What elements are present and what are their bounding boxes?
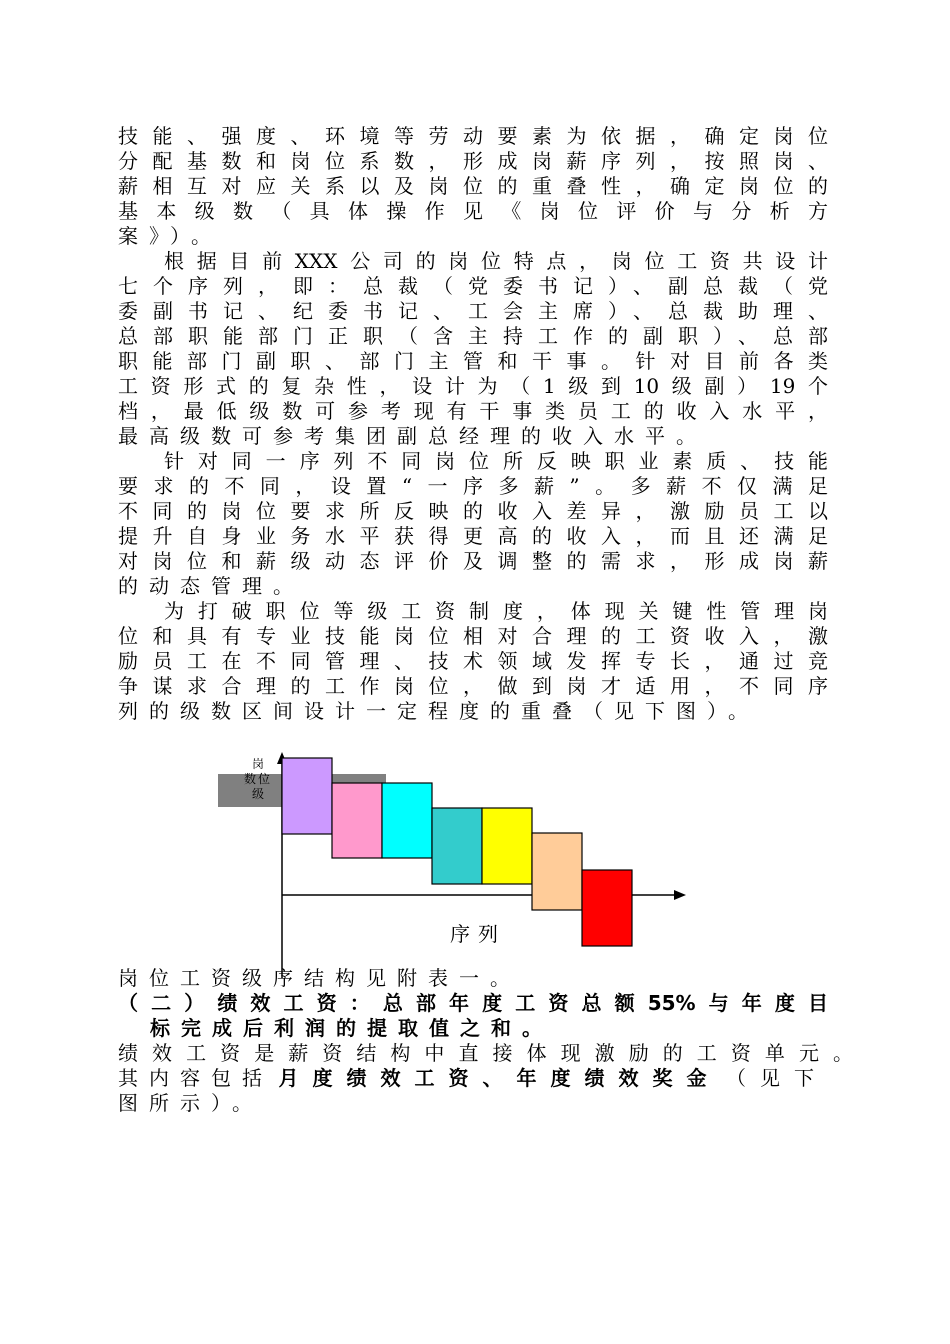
sequence-bar-6 — [532, 833, 582, 910]
performance-pay-line2-start: 其内容包括 — [118, 1066, 273, 1090]
paragraph-3-line-6: 的动态管理。 — [118, 574, 304, 598]
paragraph-4-line-1: 为打破职位等级工资制度，体现关键性管理岗 — [164, 599, 828, 623]
section-heading-line2: 标完成后利润的提取值之和。 — [150, 1016, 553, 1040]
paragraph-2-line-6: 工资形式的复杂性，设计为（1级到10级副）19个 — [118, 374, 828, 398]
paragraph-1-line-3: 薪相互对应关系以及岗位的重叠性，确定岗位的 — [118, 174, 828, 198]
paragraph-3-line-2: 要求的不同，设置“一序多薪”。多薪不仅满足 — [118, 474, 828, 498]
paragraph-3-line-3: 不同的岗位要求所反映的收入差异，激励员工以 — [118, 499, 828, 523]
y-axis-label-char-2: 数 — [243, 772, 257, 786]
sequence-bar-5 — [482, 808, 532, 884]
paragraph-3-line-4: 提升自身业务水平获得更高的收入，而且还满足 — [118, 524, 828, 548]
paragraph-1-line-4: 基本级数（具体操作见《岗位评价与分析方 — [118, 199, 828, 223]
paragraph-2-line-3: 委副书记、纪委书记、工会主席）、总裁助理、 — [118, 299, 828, 323]
body-text-bottom — [118, 966, 853, 1116]
body-text-top — [118, 124, 828, 724]
position-level-overlap-diagram — [210, 748, 700, 978]
paragraph-1-line-2: 分配基数和岗位系数，形成岗薪序列，按照岗、 — [118, 149, 828, 173]
sequence-bar-7 — [582, 870, 632, 946]
performance-pay-line2-end: （见下 — [726, 1066, 828, 1090]
paragraph-2-line-7: 档，最低级数可参考现有干事类员工的收入水平， — [118, 399, 828, 423]
paragraph-4-line-2: 位和具有专业技能岗位相对合理的工资收入，激 — [118, 624, 828, 648]
paragraph-1-line-5: 案》）。 — [118, 224, 222, 248]
paragraph-4-line-5: 列的级数区间设计一定程度的重叠（见下图）。 — [118, 699, 759, 723]
performance-pay-line1: 绩效工资是薪资结构中直接体现激励的工资单元。 — [118, 1041, 853, 1065]
paragraph-2-line-4: 总部职能部门正职（含主持工作的副职）、总部 — [118, 324, 828, 348]
sequence-bar-2 — [332, 783, 382, 858]
paragraph-2-line-1: 根据目前XXX公司的岗位特点，岗位工资共设计 — [164, 249, 828, 273]
paragraph-2-line-2: 七个序列，即：总裁（党委书记）、副总裁（党 — [118, 274, 828, 298]
y-axis-label-char-4: 级 — [251, 787, 265, 801]
paragraph-3-line-1: 针对同一序列不同岗位所反映职业素质、技能 — [164, 449, 828, 473]
y-axis-label-char-3: 位 — [257, 772, 271, 786]
appendix-reference-line: 岗位工资级序结构见附表一。 — [118, 966, 521, 990]
paragraph-2-line-8: 最高级数可参考集团副总经理的收入水平。 — [118, 424, 707, 448]
y-axis-label-char-1: 岗 — [251, 757, 265, 771]
paragraph-3-line-5: 对岗位和薪级动态评价及调整的需求，形成岗薪 — [118, 549, 828, 573]
sequence-bar-1 — [282, 758, 332, 834]
sequence-bar-4 — [432, 808, 482, 884]
x-axis-label: 序列 — [450, 922, 506, 946]
performance-pay-line3: 图所示）。 — [118, 1091, 263, 1115]
paragraph-4-line-3: 励员工在不同管理、技术领域发挥专长，通过竞 — [118, 649, 828, 673]
sequence-bar-3 — [382, 783, 432, 858]
section-heading-line1: （二）绩效工资：总部年度工资总额55%与年度目 — [118, 991, 828, 1015]
paragraph-4-line-4: 争谋求合理的工作岗位，做到岗才适用，不同序 — [118, 674, 828, 698]
performance-pay-line2 — [118, 1066, 828, 1091]
paragraph-2-line-5: 职能部门副职、部门主管和干事。针对目前各类 — [118, 349, 828, 373]
paragraph-1-line-1: 技能、强度、环境等劳动要素为依据，确定岗位 — [118, 124, 828, 148]
x-axis-arrow-icon — [674, 890, 686, 900]
overlap-diagram-svg — [210, 748, 700, 978]
performance-pay-line2-bold: 月度绩效工资、年度绩效奖金 — [278, 1066, 721, 1090]
